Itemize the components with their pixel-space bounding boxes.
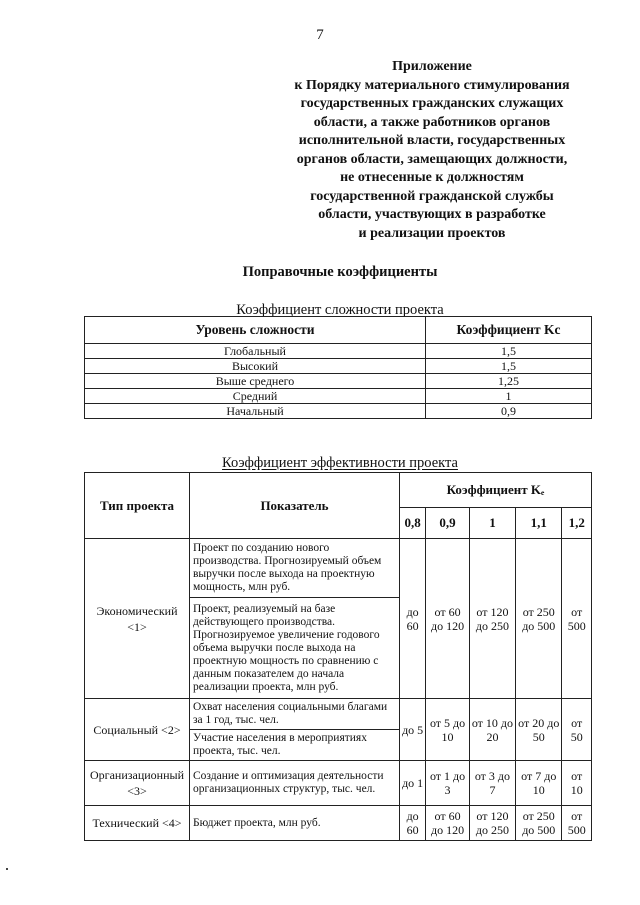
table-row — [85, 389, 592, 404]
table-row — [85, 761, 592, 806]
coef-value-header: 1 — [469, 508, 515, 539]
indicator-cell: Проект, реализуемый на базе действующего производства. Прогнозируемое увеличение годового объема выручки после выхода на проектную мощность по сравнению с данным показателем до начала реализации проекта, млн руб. — [190, 598, 400, 699]
efficiency-caption-text: Коэффициент эффективности проекта — [222, 455, 458, 471]
appendix-line: и реализации проектов — [358, 225, 506, 241]
range-cell: до 5 — [400, 699, 426, 761]
table-row — [85, 404, 592, 419]
range-cell: до 60 — [400, 539, 426, 699]
table-row — [85, 539, 592, 598]
complexity-caption-text: Коэффициент сложности проекта — [236, 302, 444, 318]
type-economic: Экономический <1> — [85, 539, 190, 699]
indicator-cell: Создание и оптимизация деятельности организационных структур, тыс. чел. — [190, 761, 400, 806]
appendix-header — [272, 58, 592, 243]
range-cell: от 7 до 10 — [516, 761, 562, 806]
coef-cell: 1,25 — [426, 374, 592, 389]
efficiency-header-coef: Коэффициент Kₑ — [400, 473, 592, 508]
range-cell: от 1 до 3 — [426, 761, 470, 806]
appendix-line: государственной гражданской службы — [310, 188, 554, 204]
level-cell: Выше среднего — [85, 374, 426, 389]
efficiency-table — [84, 472, 592, 841]
indicator-cell: Участие населения в мероприятиях проекта, тыс. чел. — [190, 730, 400, 761]
complexity-header-coef: Коэффициент Kc — [426, 317, 592, 344]
efficiency-caption — [0, 455, 640, 472]
table-row — [85, 699, 592, 730]
range-cell: от 120 до 250 — [469, 539, 515, 699]
appendix-line: органов области, замещающих должности, — [296, 151, 568, 167]
appendix-line: исполнительной власти, государственных — [298, 133, 566, 148]
range-cell: от 10 — [562, 761, 592, 806]
range-cell: от 250 до 500 — [516, 539, 562, 699]
appendix-line: государственных гражданских служащих — [300, 96, 564, 111]
complexity-table — [84, 316, 592, 419]
level-cell: Средний — [85, 389, 426, 404]
section-heading: Поправочные коэффициенты — [242, 264, 438, 280]
level-cell: Глобальный — [85, 344, 426, 359]
range-cell: до 60 — [400, 806, 426, 841]
range-cell: от 250 до 500 — [516, 806, 562, 841]
table-row — [85, 374, 592, 389]
scan-speck — [6, 868, 8, 870]
range-cell: от 60 до 120 — [426, 806, 470, 841]
indicator-cell: Бюджет проекта, млн руб. — [190, 806, 400, 841]
range-cell: от 5 до 10 — [426, 699, 470, 761]
complexity-header-level: Уровень сложности — [85, 317, 426, 344]
coef-cell: 1 — [426, 389, 592, 404]
range-cell: от 3 до 7 — [469, 761, 515, 806]
coef-value-header: 0,8 — [400, 508, 426, 539]
type-organizational: Организационный <3> — [85, 761, 190, 806]
page-number: 7 — [316, 27, 324, 43]
range-cell: от 500 — [562, 539, 592, 699]
range-cell: от 120 до 250 — [469, 806, 515, 841]
range-cell: от 20 до 50 — [516, 699, 562, 761]
level-cell: Высокий — [85, 359, 426, 374]
coef-cell: 1,5 — [426, 344, 592, 359]
efficiency-header-indicator: Показатель — [190, 473, 400, 539]
type-social: Социальный <2> — [85, 699, 190, 761]
range-cell: до 1 — [400, 761, 426, 806]
efficiency-header-type: Тип проекта — [85, 473, 190, 539]
coef-value-header: 1,2 — [562, 508, 592, 539]
appendix-line: области, участвующих в разработке — [318, 207, 546, 222]
coef-cell: 1,5 — [426, 359, 592, 374]
range-cell: от 500 — [562, 806, 592, 841]
coef-value-header: 0,9 — [426, 508, 470, 539]
appendix-line: области, а также работников органов — [313, 114, 551, 130]
table-row — [85, 806, 592, 841]
level-cell: Начальный — [85, 404, 426, 419]
type-technical: Технический <4> — [85, 806, 190, 841]
appendix-line: не отнесенные к должностям — [340, 170, 524, 185]
table-row — [85, 344, 592, 359]
indicator-cell: Охват населения социальными благами за 1 год, тыс. чел. — [190, 699, 400, 730]
appendix-line: к Порядку материального стимулирования — [294, 77, 570, 93]
range-cell: от 60 до 120 — [426, 539, 470, 699]
indicator-cell: Проект по созданию нового производства. Прогнозируемый объем выручки после выхода на проектную мощность, млн руб. — [190, 539, 400, 598]
coef-cell: 0,9 — [426, 404, 592, 419]
appendix-line: Приложение — [392, 59, 472, 74]
coef-value-header: 1,1 — [516, 508, 562, 539]
range-cell: от 10 до 20 — [469, 699, 515, 761]
range-cell: от 50 — [562, 699, 592, 761]
table-row — [85, 359, 592, 374]
